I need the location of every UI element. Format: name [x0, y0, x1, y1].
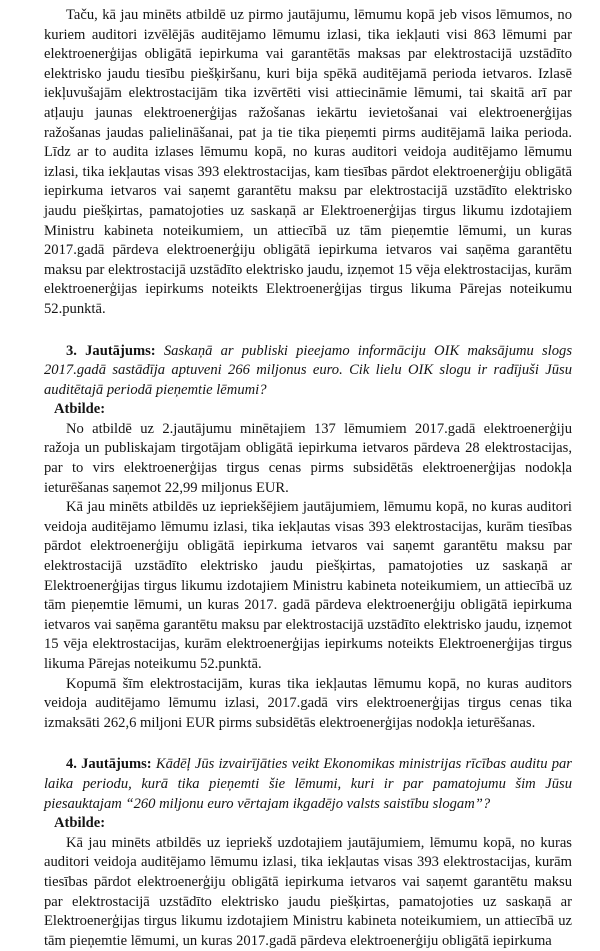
question-3-label: 3. Jautājums: — [66, 342, 156, 359]
question-3-answer-paragraph: No atbildē uz 2.jautājumu minētajiem 137 lēmumiem 2017.gadā elektroenerģiju ražoja un publiskajam tirgotājam obligātā iepirkuma ietvaros pārdeva 28 elektrostacijas, par to virs elektroenerģijas tirgus cenas pirms subsidētās elektroenerģijas nodokļa ieturēšanas saņemot 22,99 miljonus EUR. — [44, 420, 572, 496]
document-page — [44, 6, 572, 951]
intro-paragraph: Taču, kā jau minēts atbildē uz pirmo jautājumu, lēmumu kopā jeb visos lēmumos, no kuriem auditori izvēlējās auditējamo lēmumu izlasi, tika iekļauti visi 863 lēmumi par elektroenerģijas obligātā iepirkuma vai garantētās maksas par elektrostacijā uzstādīto elektrisko jaudu tiesību piešķiršanu, kuri bija spēkā auditējamā perioda ietvaros. Izlasē iekļuvušajām elektrostacijām tika izvērtēti visi attiecināmie lēmumi, tai skaitā arī par atļauju jaunas elektroenerģijas ražošanas iekārtu ievietošanai vai elektroenerģijas ražošanas jaudas palielināšanai, pat ja tie tika pieņemti pirms auditējamā laika perioda. Līdz ar to audita izlases lēmumu kopā, no kuras auditori veidoja auditējamo lēmumu izlasi, tika iekļautas visas 393 elektrostacijas, kam tiesības pārdot elektroenerģiju obligātā iepirkuma ietvaros vai saņemt garantētu maksu par elektrostacijā uzstādīto elektrisko jaudu piešķirtas, pamatojoties uz saskaņā ar Elektroenerģijas tirgus likumu izdotajiem Ministru kabineta noteikumiem, un attiecībā uz tām pieņemtie lēmumi, un kuras 2017.gadā pārdeva elektroenerģiju obligātā iepirkuma ietvaros vai saņēma garantētu maksu par elektrostacijā uzstādīto elektrisko jaudu, izņemot 15 vēja elektrostacijas, kurām elektroenerģijas iepirkums noteikts Elektroenerģijas tirgus likuma Pārejas noteikumu 52.punktā. — [44, 7, 572, 317]
question-4-answer-label: Atbilde: — [54, 815, 106, 832]
question-4-label: 4. Jautājums: — [66, 756, 152, 773]
question-4 — [44, 755, 572, 814]
question-4-text: Kādēļ Jūs izvairījāties veikt Ekonomikas ministrijas rīcības auditu par laika periodu, kurā tika pieņemti šie lēmumi, kuri ir par pamatojumu šim Jūsu piesauktajam “260 miljonu euro vērtajam ikgadējo valsts saistību slogam”? — [44, 756, 572, 812]
question-3 — [44, 342, 572, 401]
question-3-answer-label: Atbilde: — [54, 401, 106, 418]
question-3-text: Saskaņā ar publiski pieejamo informāciju OIK maksājumu slogs 2017.gadā sastādīja aptuveni 266 miljonus euro. Cik lielu OIK slogu ir radījuši Jūsu auditētajā periodā pieņemtie lēmumi? — [44, 342, 572, 398]
question-4-answer-paragraph: Kā jau minēts atbildēs uz iepriekš uzdotajiem jautājumiem, lēmumu kopā, no kuras auditori veidoja auditējamo lēmumu izlasi, tika iekļautas visas 393 elektrostacijas, kurām tiesības pārdot elektroenerģiju obligātā iepirkuma ietvaros vai saņemt garantētu maksu par elektrostacijā uzstādīto elektrisko jaudu piešķirtas, pamatojoties uz saskaņā ar Elektroenerģijas tirgus likumu izdotajiem Ministru kabineta noteikumiem, un attiecībā uz tām pieņemtie lēmumi, un kuras 2017.gadā pārdeva elektroenerģiju obligātā iepirkuma — [44, 834, 572, 949]
question-3-answer-paragraph: Kopumā šīm elektrostacijām, kuras tika iekļautas lēmumu kopā, no kuras auditors veidoja auditējamo lēmumu izlasi, 2017.gadā virs elektroenerģijas tirgus cenas tika izmaksāti 262,6 miljoni EUR pirms subsidētās elektroenerģijas nodokļa ieturēšanas. — [44, 675, 572, 731]
question-3-answer-paragraph: Kā jau minēts atbildēs uz iepriekšējiem jautājumiem, lēmumu kopā, no kuras auditori veidoja auditējamo lēmumu izlasi, tika iekļautas visas 393 elektrostacijas, kurām tiesības pārdot elektroenerģiju obligātā iepirkuma ietvaros vai saņemt garantētu maksu par elektrostacijā uzstādīto elektrisko jaudu piešķirtas, pamatojoties uz saskaņā ar Elektroenerģijas tirgus likumu izdotajiem Ministru kabineta noteikumiem, un attiecībā uz tām pieņemtie lēmumi, un kuras 2017. gadā pārdeva elektroenerģiju obligātā iepirkuma ietvaros vai saņēma garantētu maksu par elektrostacijā uzstādīto elektrisko jaudu, izņemot 15 vēja elektrostacijas, kurām elektroenerģijas iepirkums noteikts Elektroenerģijas tirgus likuma Pārejas noteikumu 52.punktā. — [44, 499, 572, 672]
